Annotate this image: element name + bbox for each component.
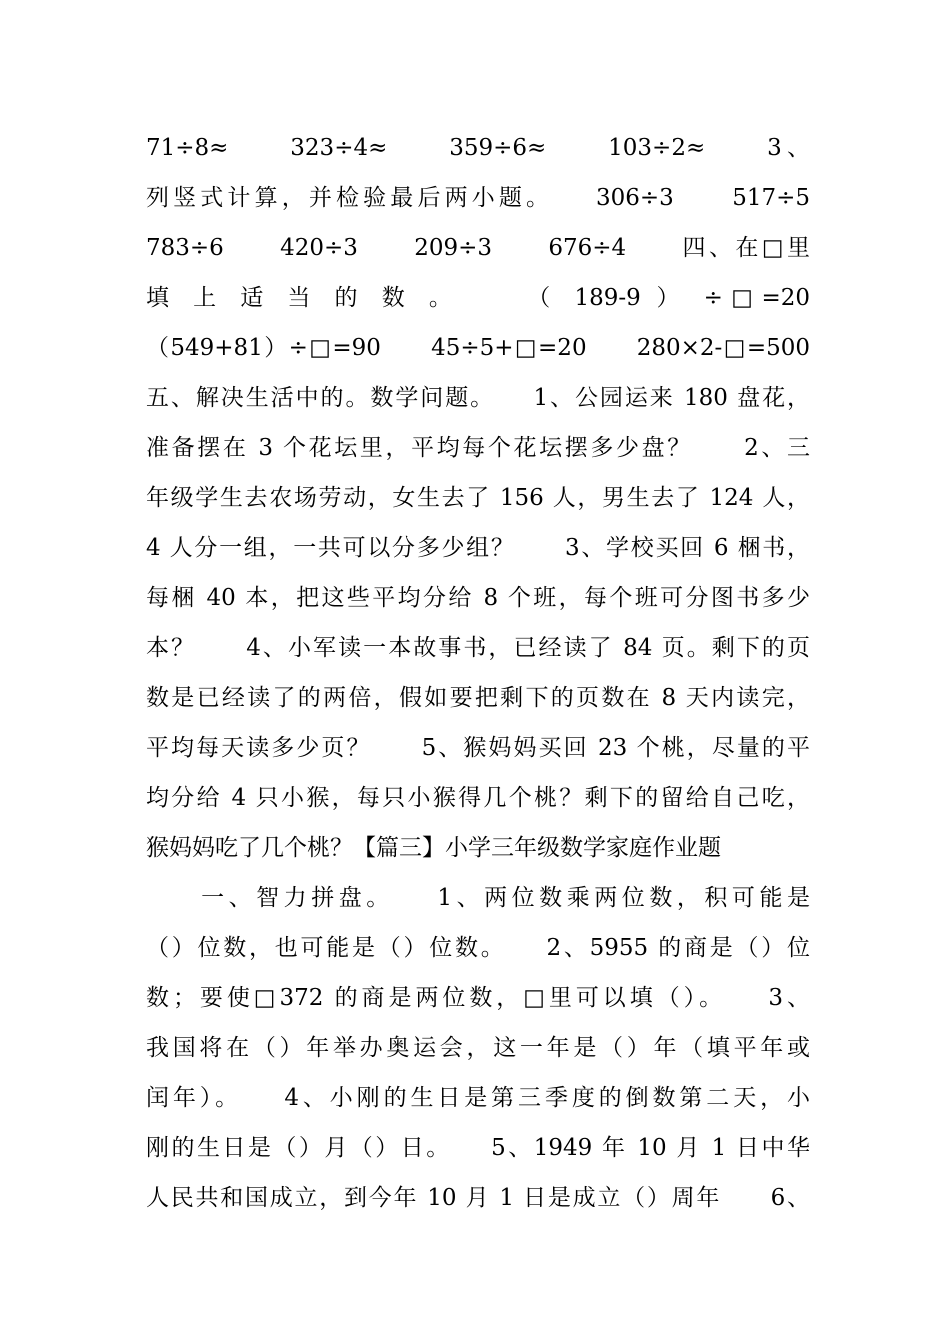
text-line-18: 数；要使□372 的商是两位数，□里可以填（）。 3、 [146,985,810,1011]
text-line-12: 数是已经读了的两倍，假如要把剩下的页数在 8 天内读完， [146,685,810,711]
text-line-11: 本？ 4、小军读一本故事书，已经读了 84 页。剩下的页 [146,635,810,661]
text-line-14: 均分给 4 只小猴，每只小猴得几个桃？剩下的留给自己吃， [146,785,810,811]
text-line-7: 准备摆在 3 个花坛里，平均每个花坛摆多少盘？ 2、三 [146,435,810,461]
text-line-17: （）位数，也可能是（）位数。 2、5955 的商是（）位 [146,935,810,961]
text-line-5: （549+81）÷□=90 45÷5+□=20 280×2-□=500 [146,335,810,361]
text-line-3: 783÷6 420÷3 209÷3 676÷4 四、在□里 [146,235,810,261]
text-line-19: 我国将在（）年举办奥运会，这一年是（）年（填平年或 [146,1035,810,1061]
text-line-21: 刚的生日是（）月（）日。 5、1949 年 10 月 1 日中华 [146,1135,810,1161]
text-line-10: 每梱 40 本，把这些平均分给 8 个班，每个班可分图书多少 [146,585,810,611]
text-line-1: 71÷8≈ 323÷4≈ 359÷6≈ 103÷2≈ 3、 [146,135,810,161]
text-line-22: 人民共和国成立，到今年 10 月 1 日是成立（）周年 6、 [146,1185,810,1211]
text-line-8: 年级学生去农场劳动，女生去了 156 人，男生去了 124 人， [146,485,810,511]
text-line-2: 列竖式计算，并检验最后两小题。 306÷3 517÷5 [146,185,810,211]
text-line-20: 闰年）。 4、小刚的生日是第三季度的倒数第二天，小 [146,1085,810,1111]
text-line-6: 五、解决生活中的。数学问题。 1、公园运来 180 盘花， [146,385,810,411]
text-line-15: 猴妈妈吃了几个桃？【篇三】小学三年级数学家庭作业题 [146,835,721,861]
text-line-16: 一、智力拼盘。 1、两位数乘两位数，积可能是 [146,885,810,911]
text-line-4: 填 上 适 当 的 数 。 （ 189-9 ） ÷□=20 [146,285,810,311]
text-line-13: 平均每天读多少页？ 5、猴妈妈买回 23 个桃，尽量的平 [146,735,810,761]
text-line-9: 4 人分一组，一共可以分多少组？ 3、学校买回 6 梱书， [146,535,810,561]
